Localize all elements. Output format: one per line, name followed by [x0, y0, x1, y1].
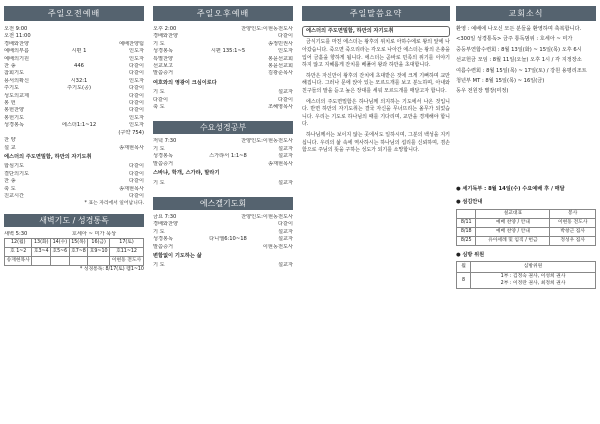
service-content	[44, 56, 114, 63]
service-part: 봉헌찬양	[4, 107, 25, 114]
service-part: 선교보고	[153, 63, 174, 70]
service-leader: 봉윤선교회	[267, 55, 293, 62]
summary-body	[302, 39, 450, 154]
summary-paragraph: 금식기도를 마친 에스더는 왕후의 위치로 아하수에로 왕의 앞에 나아갔습니다. 죽으면 죽으리라는 각오로 나아간 에스더는 왕의 은총을 입어 금홀을 향하게 됩니다. 에스더는 곧바로 민족의 위기를 이야기하지 않고 지혜롭게 잔치를 베풀어 왕과 하만을 초대합니다.	[302, 39, 450, 69]
column-sermon-summary	[302, 6, 450, 158]
service-row	[153, 63, 293, 70]
service-content	[193, 41, 263, 48]
service-part: 성경봉독	[4, 122, 25, 129]
service-part: 기 도	[153, 262, 165, 269]
service-part: 경배와찬양	[4, 40, 30, 47]
table-row	[457, 236, 596, 245]
service-row	[153, 214, 293, 221]
table-cell: 예배 찬양 / 안내	[476, 227, 550, 236]
table-header-cell: 12(월)	[5, 239, 32, 248]
dawn-prayer-header: 새벽기도 / 성경통독	[4, 214, 144, 227]
service-part: 성도의교제	[4, 92, 30, 99]
table-cell	[69, 257, 88, 266]
service-leader: 찬양인도:이현동전도사	[241, 26, 293, 32]
service-content: 다니엘6:10~18	[209, 236, 247, 243]
table-header-row	[457, 262, 596, 273]
service-row	[4, 100, 144, 107]
service-leader: 설교자	[277, 236, 293, 243]
service-row	[153, 236, 293, 243]
service-part: 용서의확신	[4, 77, 30, 84]
service-leader: 김광준목사	[267, 70, 293, 77]
service-content: 주기도(공)	[66, 85, 92, 92]
service-part: 성경봉독	[153, 153, 174, 160]
dawn-schedule-table	[4, 238, 144, 266]
service-row	[4, 178, 144, 185]
service-content	[193, 70, 263, 77]
service-part: 합심기도	[4, 163, 25, 170]
order-of-service	[4, 41, 144, 130]
service-part: 특별찬양	[153, 55, 174, 62]
service-content	[193, 244, 238, 251]
service-leader: 설교자	[277, 262, 293, 269]
notice-list	[456, 26, 596, 96]
notice-item: 환영 : 예배에 나오신 모든 분들을 환영하며 축복합니다.	[456, 26, 582, 32]
service-content: 시32:1	[70, 77, 88, 84]
service-row	[4, 41, 144, 48]
service-part: 기 도	[153, 145, 165, 152]
service-part: 친교시간	[4, 192, 25, 199]
table-cell: 8	[457, 273, 471, 289]
service-content	[193, 89, 263, 96]
visit-title: ● 심방 위원	[456, 251, 485, 258]
table-row	[457, 218, 596, 227]
staff-title: ● 섬김안내	[456, 199, 483, 206]
service-leader: 다같이	[128, 178, 144, 185]
service-row	[153, 146, 293, 153]
service-row	[153, 221, 293, 228]
table-header-cell: 15(목)	[69, 239, 88, 248]
column-afternoon-worship	[153, 6, 293, 270]
service-part: 축 도	[153, 104, 165, 111]
table-cell: 8/25	[457, 236, 476, 245]
table-cell: 8/11	[457, 218, 476, 227]
service-part: 결단의기도	[4, 170, 30, 177]
table-cell: 예배 찬양 / 안내	[476, 218, 550, 227]
service-leader: 다같이	[128, 70, 144, 77]
sermon-row: 설 교 송재현목사	[4, 144, 144, 151]
table-header-cell	[457, 209, 476, 218]
church-news-header: 교회소식	[456, 6, 596, 21]
service-content	[193, 56, 263, 63]
service-row	[4, 70, 144, 77]
notice-item: <300일 성경통독> 금주 통독범위 : 호세아 ~ 미가	[456, 36, 573, 43]
service-leader: 다같이	[128, 85, 144, 92]
service-leader: 봉윤선교회	[267, 63, 293, 70]
service-content: 스가랴서 1:1~8	[209, 153, 247, 160]
wednesday-order	[153, 138, 293, 168]
table-header-row	[457, 209, 596, 218]
service-content	[44, 178, 114, 185]
table-header-row	[5, 239, 144, 248]
service-leader: 예배찬양팀	[118, 40, 144, 47]
table-cell	[51, 257, 70, 266]
service-content	[44, 163, 114, 170]
service-part: 말씀증거	[153, 70, 174, 77]
sermon-title: 에스더의 주도면밀함, 하만의 자기도취	[4, 153, 92, 160]
after-sermon	[4, 163, 144, 200]
service-leader: 인도자	[128, 114, 144, 121]
choir-row: 찬 양	[4, 137, 16, 144]
standing-footnote: * 표는 자리에서 일어납니다.	[84, 201, 144, 207]
service-row	[153, 89, 293, 96]
service-content	[193, 221, 263, 228]
service-content	[193, 104, 263, 111]
table-header-cell: 17(토)	[110, 239, 144, 248]
table-header-cell: 설교대표	[476, 209, 550, 218]
table-header-cell: 13(화)	[32, 239, 51, 248]
summary-paragraph: 에스더의 주도면밀함은 하나님께 의지하는 기도에서 나온 것입니다. 반면 하만의 자기도취는 결국 자신을 무너뜨리는 올무가 되었습니다. 우리는 기도로 하나님의 때를 기다리며, 교만을 경계해야 합니다.	[302, 98, 450, 128]
service-part: 찬 송	[4, 178, 16, 185]
birthday-title: ● 세기독부 : 8월 14일(수) 수요예배 후 / 매달	[456, 185, 565, 192]
service-row	[4, 85, 144, 92]
service-row	[4, 115, 144, 122]
notice-item: 청년부 MT : 8월 15일(목) ~ 16일(금)	[456, 78, 545, 85]
service-row	[153, 229, 293, 236]
table-cell: 이현동 전도사	[110, 257, 144, 266]
table-cell: 이현동 전도사	[550, 218, 596, 227]
service-part: 찬 송	[4, 63, 16, 70]
notice-item: 중등부연합수련회 : 8월 13일(화) ~ 15일(목) 오후 6시	[456, 46, 582, 53]
table-cell: 송재현목사	[5, 257, 32, 266]
service-leader: 다같이	[128, 100, 144, 107]
friday-order	[153, 214, 293, 251]
worship-time: 오전 9:00 오전 11:00	[4, 26, 31, 40]
service-row	[4, 78, 144, 85]
service-leader: 다같이	[128, 163, 144, 170]
service-part: 기 도	[153, 228, 165, 235]
service-row	[153, 56, 293, 63]
service-leader: 찬양인도:이현동전도사	[241, 138, 293, 145]
service-leader: 다같이	[128, 192, 144, 199]
service-part: 저녁 7:30	[153, 138, 177, 145]
service-leader: 설교자	[277, 145, 293, 152]
service-part: 축 도	[4, 185, 16, 192]
summary-paragraph: 하만은 자신만이 왕후의 잔치에 초대받은 것에 크게 기뻐하며 교만해집니다. 그러나 문에 앉아 있는 모르드개를 보고 분노하며, 아내와 친구들의 말을 듣고 높은 장대를 세워 모르드개를 매달고자 합니다.	[302, 72, 450, 94]
service-leader: 다같이	[128, 170, 144, 177]
table-row	[5, 248, 144, 257]
reading-note: * 성경통독: 8/17(토) 렘1~10	[79, 267, 144, 273]
service-content: 시편 1	[71, 48, 87, 55]
service-part: 기 도	[153, 40, 165, 47]
service-content	[44, 100, 114, 107]
table-header-cell: 14(수)	[51, 239, 70, 248]
service-part: 경배와찬양	[153, 221, 179, 228]
service-content	[44, 186, 114, 193]
service-leader: 찬양인도:이현동전도사	[241, 213, 293, 220]
scripture-page: (구약 754)	[118, 129, 144, 136]
service-row	[4, 93, 144, 100]
service-leader: 설교자	[277, 179, 293, 186]
service-leader: 다같이	[277, 221, 293, 228]
service-leader: 다같이	[277, 33, 293, 40]
service-leader: 인도자	[128, 122, 144, 129]
summary-title-box: 에스더의 주도면밀함, 하만의 자기도취	[302, 26, 450, 37]
service-leader: 조혜영목사	[267, 104, 293, 111]
service-row	[4, 193, 144, 200]
service-content	[44, 107, 114, 114]
service-part: 경배와찬양	[153, 33, 179, 40]
service-content	[193, 229, 263, 236]
table-cell: 호7~8	[69, 248, 88, 257]
table-row	[5, 257, 144, 266]
service-content	[44, 70, 114, 77]
table-cell: 정성우 집사	[550, 236, 596, 245]
service-leader: 다같이	[128, 107, 144, 114]
service-leader: 송정민권사	[267, 40, 293, 47]
service-content	[193, 33, 263, 40]
staff-table	[456, 209, 596, 246]
service-content	[44, 115, 114, 122]
service-leader: 인도자	[128, 55, 144, 62]
service-content	[44, 41, 114, 48]
service-part: 성경봉독	[153, 48, 174, 55]
wednesday-title: 스바냐, 학개, 스가랴, 말라기	[153, 170, 220, 177]
service-row	[4, 48, 144, 55]
friday-title: 변함없이 기도하는 삶	[153, 252, 202, 259]
service-part: 성경봉독	[153, 236, 174, 243]
table-cell	[88, 257, 110, 266]
service-content	[44, 93, 114, 100]
service-part: 금요 7:30	[153, 213, 177, 220]
service-part: 기 도	[153, 179, 165, 186]
afternoon-sermon-title: 여호와의 영광이 크심이로다	[153, 79, 217, 86]
notice-item: 동우 전원장 별장(미정)	[456, 88, 509, 95]
service-content	[193, 138, 238, 145]
table-cell: 호11~12	[110, 248, 144, 257]
service-leader: 인도자	[128, 48, 144, 55]
service-part: 봉 헌	[4, 100, 16, 107]
service-leader: 인도자	[277, 48, 293, 55]
service-part: 봉헌기도	[4, 114, 25, 121]
table-header-cell: 봉사	[550, 209, 596, 218]
service-row	[153, 104, 293, 111]
summary-paragraph: 하나님께서는 보이지 않는 곳에서도 일하시며, 그분의 백성을 지키십니다. 우리의 삶 속에 역사하시는 하나님의 섭리를 신뢰하며, 겸손함으로 주님의 뜻을 구하는 성도가 되기를 소망합니다.	[302, 131, 450, 154]
service-part: 주기도	[4, 85, 20, 92]
service-row	[4, 186, 144, 193]
service-row	[153, 97, 293, 104]
notice-item: 선교헌금 모임 : 8월 11일(오늘) 오후 1시 / 각 지정장소	[456, 57, 582, 64]
service-content	[193, 146, 263, 153]
service-content: 446	[74, 63, 84, 70]
table-row	[457, 273, 596, 289]
service-part: 오후 2:00	[153, 26, 177, 32]
service-content	[193, 26, 238, 33]
table-cell: 호 1~2	[5, 248, 32, 257]
service-row	[153, 26, 293, 33]
service-row	[153, 41, 293, 48]
service-part: 말씀증거	[153, 243, 174, 250]
table-cell: 호9~10	[88, 248, 110, 257]
service-leader: 송재현목사	[267, 160, 293, 167]
service-row	[153, 262, 293, 269]
notice-item: 여름수련회 : 8월 15일(목) ~ 17일(토) / 강원 용평리조트	[456, 67, 587, 74]
morning-worship-header: 주일오전예배	[4, 6, 144, 21]
service-leader: 설교자	[277, 89, 293, 96]
service-leader: 다같이	[128, 92, 144, 99]
service-row	[153, 161, 293, 168]
sermon-summary-header: 주일말씀요약	[302, 6, 450, 21]
service-row	[153, 138, 293, 145]
table-header-cell: 심방위원	[471, 262, 596, 273]
table-cell: 8/18	[457, 227, 476, 236]
column-church-news	[456, 6, 596, 289]
visit-table	[456, 261, 596, 289]
service-part: 참회기도	[4, 70, 25, 77]
service-part: 말씀증거	[153, 160, 174, 167]
friday-header: 에스겔기도회	[153, 197, 293, 210]
wednesday-header: 수요성경공부	[153, 121, 293, 134]
service-row	[4, 107, 144, 114]
service-part: 기 도	[153, 89, 165, 96]
service-row	[4, 56, 144, 63]
service-content: 에스더1:1~12	[61, 122, 97, 129]
service-content	[193, 180, 263, 187]
afternoon-order	[153, 26, 293, 78]
service-content	[193, 161, 263, 168]
service-row	[153, 48, 293, 55]
service-leader: 다같이	[277, 96, 293, 103]
service-row	[153, 70, 293, 77]
table-cell	[32, 257, 51, 266]
service-part: 다같이	[153, 96, 169, 103]
service-part: 예배의부름	[4, 48, 30, 55]
service-row	[153, 180, 293, 187]
table-header-cell: 16(금)	[88, 239, 110, 248]
service-row	[4, 163, 144, 170]
service-content	[44, 193, 114, 200]
service-content	[193, 262, 263, 269]
service-leader: 다같이	[128, 63, 144, 70]
table-row	[457, 227, 596, 236]
service-content	[193, 63, 263, 70]
table-header-cell: 월	[457, 262, 471, 273]
table-cell: 박창근 집사	[550, 227, 596, 236]
service-leader: 송재현목사	[118, 185, 144, 192]
service-row	[153, 33, 293, 40]
service-row	[4, 122, 144, 129]
afternoon-worship-header: 주일오후예배	[153, 6, 293, 21]
service-row	[153, 153, 293, 160]
service-content	[44, 171, 114, 178]
table-cell: 1부 : 김정숙 권사, 이성희 권사 2부 : 이정란 권사, 최정희 권사	[471, 273, 596, 289]
service-row	[4, 171, 144, 178]
service-content: 시편 135:1~5	[210, 48, 246, 55]
service-leader: 인도자	[128, 77, 144, 84]
service-leader: 설교자	[277, 153, 293, 160]
service-part: 예배의기원	[4, 55, 30, 62]
dawn-info: 새벽 5:30 호세아 ~ 미가 묵상	[4, 230, 117, 237]
table-cell: 유아세례 및 임직 / 헌금	[476, 236, 550, 245]
service-row	[4, 63, 144, 70]
column-morning-worship	[4, 6, 144, 274]
service-content	[193, 97, 263, 104]
table-cell: 호5~6	[51, 248, 70, 257]
service-leader: 이현동전도사	[262, 243, 293, 250]
table-cell: 호3~4	[32, 248, 51, 257]
service-row	[153, 244, 293, 251]
service-content	[193, 214, 238, 221]
service-leader: 설교자	[277, 228, 293, 235]
